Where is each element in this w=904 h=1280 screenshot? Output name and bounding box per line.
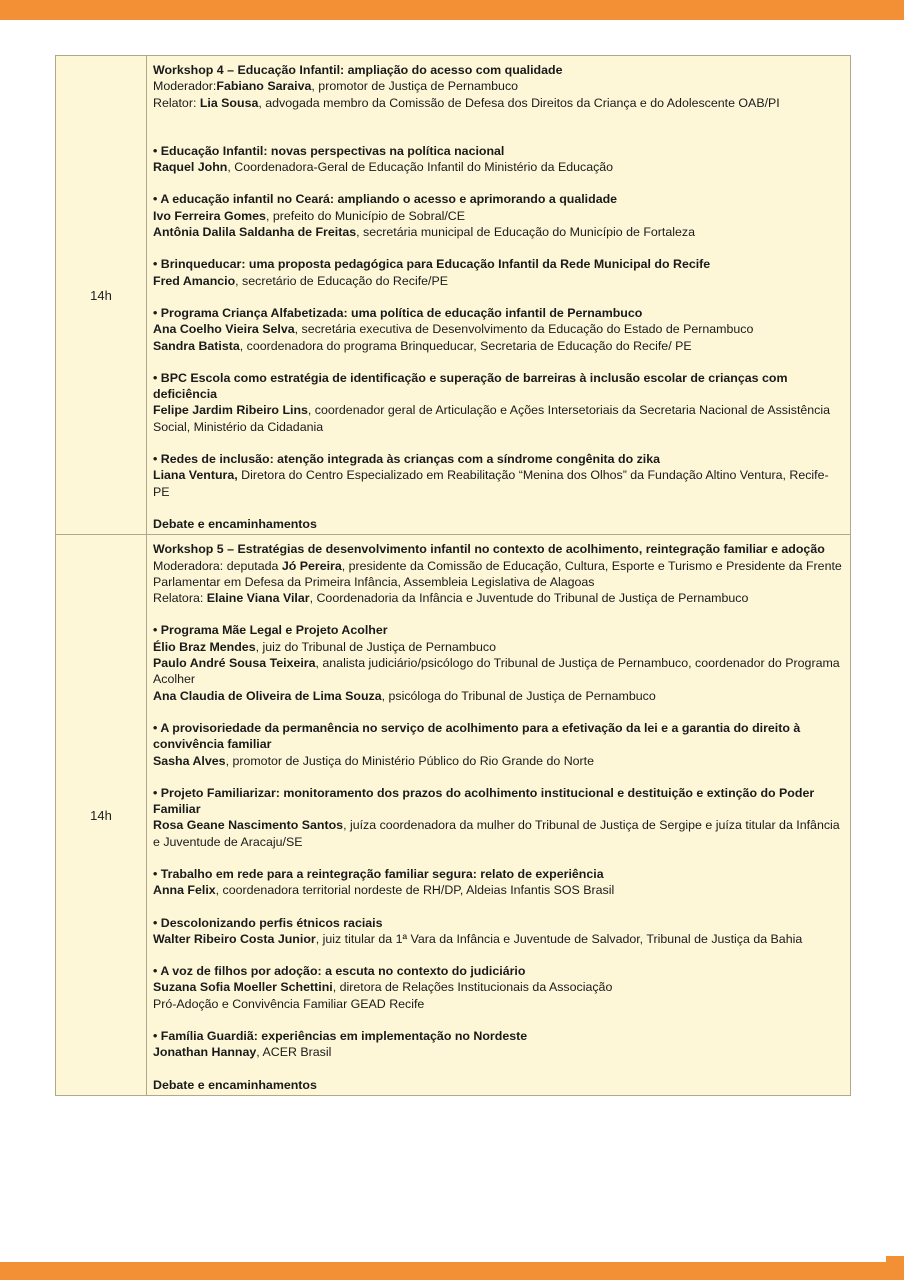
session-time: 14h <box>56 56 147 535</box>
spacer <box>153 1061 844 1077</box>
speaker-name: Raquel John <box>153 160 228 175</box>
spacer <box>153 1012 844 1028</box>
speaker <box>153 208 844 224</box>
speaker <box>153 159 844 175</box>
speaker-description: , juíza coordenadora da mulher do Tribunal de Justiça de Sergipe e juíza titular da Infância e Juventude de Aracaju/SE <box>153 818 840 849</box>
topic-title: • Educação Infantil: novas perspectivas na política nacional <box>153 143 505 158</box>
spacer <box>153 354 844 370</box>
spacer <box>153 899 844 915</box>
speaker-name: Ana Coelho Vieira Selva <box>153 322 295 337</box>
speaker-name: Rosa Geane Nascimento Santos <box>153 818 344 833</box>
role-label: Relatora: <box>153 591 207 606</box>
workshop-title: Workshop 5 – Estratégias de desenvolvimento infantil no contexto de acolhimento, reintegração familiar e adoção <box>153 542 825 557</box>
speaker <box>153 1044 844 1060</box>
role-label: Relator: <box>153 95 200 110</box>
role-label: Moderadora: deputada <box>153 558 282 573</box>
speaker-name: Liana Ventura, <box>153 468 238 483</box>
spacer <box>153 850 844 866</box>
speaker-description: , ACER Brasil <box>256 1045 332 1060</box>
role-description: , presidente da Comissão de Educação, Cultura, Esporte e Turismo e Presidente da Frente Parlamentar em Defesa da Primeira Infância, Assembleia Legislativa de Alagoas <box>153 558 842 589</box>
speaker-description: , Coordenadora-Geral de Educação Infantil do Ministério da Educação <box>227 160 614 175</box>
spacer <box>153 111 844 143</box>
topic-title: • A educação infantil no Ceará: ampliando o acesso e aprimorando a qualidade <box>153 192 618 207</box>
workshop-title: Workshop 4 – Educação Infantil: ampliação do acesso com qualidade <box>153 63 563 77</box>
role-description: , Coordenadoria da Infância e Juventude do Tribunal de Justiça de Pernambuco <box>309 591 749 606</box>
speaker-name: Sasha Alves <box>153 753 226 768</box>
role-name: Fabiano Saraiva <box>216 79 312 94</box>
session-time: 14h <box>56 535 147 1096</box>
topic-title: • A provisoriedade da permanência no serviço de acolhimento para a efetivação da lei e a garantia do direito à convivência familiar <box>153 720 801 752</box>
speaker-description: Diretora do Centro Especializado em Reabilitação “Menina dos Olhos” da Fundação Altino Ventura, Recife-PE <box>153 468 829 499</box>
topic-title: • A voz de filhos por adoção: a escuta no contexto do judiciário <box>153 964 526 979</box>
topic-title: • Programa Criança Alfabetizada: uma política de educação infantil de Pernambuco <box>153 305 643 320</box>
workshop-role <box>153 558 844 591</box>
topic-title: • Programa Mãe Legal e Projeto Acolher <box>153 623 388 638</box>
speaker-name: Walter Ribeiro Costa Junior <box>153 931 316 946</box>
speaker <box>153 817 844 850</box>
workshop-role <box>153 78 844 94</box>
speaker <box>153 688 844 704</box>
workshop-content <box>147 56 851 535</box>
speaker-name: Élio Braz Mendes <box>153 639 256 654</box>
speaker-name: Antônia Dalila Saldanha de Freitas <box>153 225 357 240</box>
topic-title: • Brinqueducar: uma proposta pedagógica para Educação Infantil da Rede Municipal do Recife <box>153 257 711 272</box>
speaker-name: Fred Amancio <box>153 273 236 288</box>
program-table <box>55 55 851 1096</box>
speaker-name: Ivo Ferreira Gomes <box>153 208 266 223</box>
speaker <box>153 467 844 500</box>
speaker-description: , prefeito do Município de Sobral/CE <box>265 208 466 223</box>
speaker-description: , coordenador geral de Articulação e Ações Intersetoriais da Secretaria Nacional de Assistência Social, Ministério da Cidadania <box>153 403 831 434</box>
speaker-description: , analista judiciário/psicólogo do Tribunal de Justiça de Pernambuco, coordenador do Programa Acolher <box>153 656 840 687</box>
spacer <box>153 289 844 305</box>
speaker <box>153 882 844 898</box>
workshop-row <box>56 535 851 1096</box>
bottom-accent-bar <box>0 1262 904 1280</box>
spacer <box>153 240 844 256</box>
topic-title: • Trabalho em rede para a reintegração familiar segura: relato de experiência <box>153 866 604 881</box>
speaker-description: , secretária municipal de Educação do Município de Fortaleza <box>356 225 695 240</box>
role-label: Moderador: <box>153 79 217 94</box>
topic-title: • BPC Escola como estratégia de identificação e superação de barreiras à inclusão escolar de crianças com deficiência <box>153 370 788 402</box>
closing-debate: Debate e encaminhamentos <box>153 516 317 531</box>
speaker-description: , coordenadora do programa Brinqueducar, Secretaria de Educação do Recife/ PE <box>239 338 692 353</box>
role-name: Elaine Viana Vilar <box>206 591 310 606</box>
workshop-content <box>147 535 851 1096</box>
speaker-description: , psicóloga do Tribunal de Justiça de Pernambuco <box>381 688 656 703</box>
speaker-description: , juiz titular da 1ª Vara da Infância e Juventude de Salvador, Tribunal de Justiça da Bahia <box>315 931 803 946</box>
speaker-description: , diretora de Relações Institucionais da Associação <box>332 980 613 995</box>
spacer <box>153 704 844 720</box>
corner-accent-mark <box>886 1256 904 1262</box>
speaker-description: , promotor de Justiça do Ministério Público do Rio Grande do Norte <box>225 753 595 768</box>
speaker-name: Suzana Sofia Moeller Schettini <box>153 980 333 995</box>
speaker <box>153 273 844 289</box>
spacer <box>153 435 844 451</box>
speaker <box>153 224 844 240</box>
speaker-name: Anna Felix <box>153 883 216 898</box>
speaker <box>153 753 844 769</box>
spacer <box>153 769 844 785</box>
speaker-description: , secretária executiva de Desenvolvimento da Educação do Estado de Pernambuco <box>294 322 754 337</box>
top-accent-bar <box>0 0 904 20</box>
speaker <box>153 338 844 354</box>
closing-debate: Debate e encaminhamentos <box>153 1077 317 1092</box>
speaker-description: , secretário de Educação do Recife/PE <box>235 273 448 288</box>
speaker-name: Paulo André Sousa Teixeira <box>153 656 316 671</box>
workshop-role <box>153 590 844 606</box>
speaker <box>153 639 844 655</box>
role-description: , advogada membro da Comissão de Defesa dos Direitos da Criança e do Adolescente OAB/PI <box>258 95 780 110</box>
role-name: Jó Pereira <box>281 558 342 573</box>
speaker <box>153 655 844 688</box>
speaker <box>153 402 844 435</box>
speaker <box>153 931 844 947</box>
speaker-name: Ana Claudia de Oliveira de Lima Souza <box>153 688 382 703</box>
speaker-description: , juiz do Tribunal de Justiça de Pernambuco <box>255 639 496 654</box>
workshop-row <box>56 56 851 535</box>
spacer <box>153 947 844 963</box>
role-description: , promotor de Justiça de Pernambuco <box>311 79 519 94</box>
speaker-description-continued: Pró-Adoção e Convivência Familiar GEAD Recife <box>153 996 425 1011</box>
role-name: Lia Sousa <box>199 95 259 110</box>
spacer <box>153 500 844 516</box>
workshop-role <box>153 95 844 111</box>
speaker-name: Jonathan Hannay <box>153 1045 257 1060</box>
spacer <box>153 175 844 191</box>
speaker-description: , coordenadora territorial nordeste de RH/DP, Aldeias Infantis SOS Brasil <box>215 883 615 898</box>
topic-title: • Descolonizando perfis étnicos raciais <box>153 915 383 930</box>
spacer <box>153 606 844 622</box>
topic-title: • Redes de inclusão: atenção integrada às crianças com a síndrome congênita do zika <box>153 452 661 467</box>
topic-title: • Projeto Familiarizar: monitoramento dos prazos do acolhimento institucional e destituição e extinção do Poder Familiar <box>153 785 815 817</box>
speaker-name: Felipe Jardim Ribeiro Lins <box>153 403 308 418</box>
speaker <box>153 979 844 995</box>
topic-title: • Família Guardiã: experiências em implementação no Nordeste <box>153 1029 528 1044</box>
speaker-name: Sandra Batista <box>153 338 240 353</box>
speaker <box>153 321 844 337</box>
